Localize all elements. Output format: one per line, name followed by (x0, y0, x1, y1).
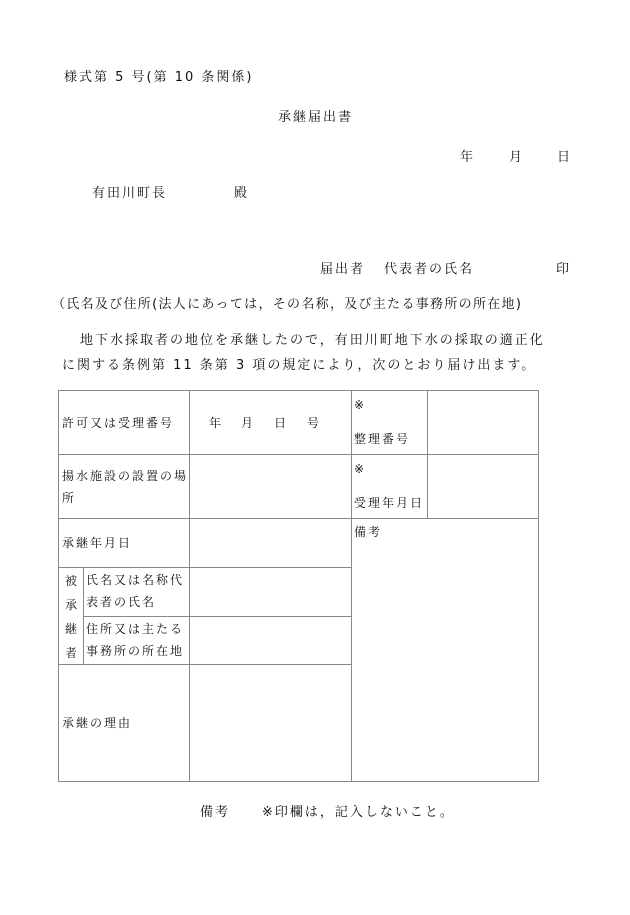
permit-day-label: 日 (274, 416, 289, 430)
date-day-label: 日 (557, 150, 573, 165)
predecessor-address-label-line-1: 住所又は主たる (86, 622, 185, 636)
remarks-label: 備考 (354, 525, 383, 539)
applicant-label: 届出者 (320, 262, 366, 277)
seiri-value-cell[interactable] (427, 390, 539, 455)
permit-year-label: 年 (209, 416, 224, 430)
form-number: 様式第 5 号(第 10 条関係) (64, 70, 254, 85)
body-line-2: に関する条例第 11 条第 3 項の規定により，次のとおり届け出ます。 (62, 358, 537, 373)
succession-form-table (58, 390, 539, 782)
predecessor-address-label-line-2: 事務所の所在地 (86, 644, 185, 658)
predecessor-address-value-cell[interactable] (189, 616, 352, 665)
predecessor-address-label-cell (83, 616, 190, 665)
succession-date-label-cell (58, 518, 190, 568)
footer-text: ※印欄は，記入しないこと。 (262, 805, 455, 820)
predecessor-char-3: 継 (64, 622, 77, 636)
predecessor-label-cell (58, 567, 84, 665)
document-title: 承継届出書 (278, 110, 354, 125)
seal-mark: 印 (556, 262, 572, 277)
succession-date-value-cell[interactable] (189, 518, 352, 568)
seiri-label: 整理番号 (354, 432, 411, 446)
predecessor-name-label-line-1: 氏名又は名称代 (86, 573, 185, 587)
predecessor-name-value-cell[interactable] (189, 567, 352, 617)
permit-month-label: 月 (241, 416, 256, 430)
seiri-office-mark: ※ (354, 398, 367, 412)
juri-value-cell[interactable] (427, 454, 539, 519)
predecessor-char-2: 承 (64, 598, 77, 612)
juri-office-mark: ※ (354, 462, 367, 476)
addressee-name: 有田川町長 (92, 186, 168, 201)
body-paragraph (62, 328, 572, 378)
applicant-note: （氏名及び住所(法人にあっては，その名称，及び主たる事務所の所在地) (52, 297, 523, 312)
location-label-cell (58, 454, 190, 519)
predecessor-name-label-line-2: 表者の氏名 (86, 595, 157, 609)
permit-number-label: 号 (307, 416, 322, 430)
reason-label: 承継の理由 (62, 716, 133, 730)
date-month-label: 月 (509, 150, 525, 165)
reason-value-cell[interactable] (189, 664, 352, 782)
location-value-cell[interactable] (189, 454, 352, 519)
date-year-label: 年 (460, 150, 476, 165)
permit-label: 許可又は受理番号 (62, 416, 175, 430)
body-line-1: 地下水採取者の地位を承継したので，有田川町地下水の採取の適正化 (80, 333, 545, 348)
juri-label: 受理年月日 (354, 496, 425, 510)
footer-label: 備考 (200, 805, 231, 820)
juri-label-cell (351, 454, 428, 519)
predecessor-name-label-cell (83, 567, 190, 617)
remarks-cell[interactable] (351, 518, 539, 782)
permit-value-cell[interactable] (189, 390, 352, 455)
permit-label-cell (58, 390, 190, 455)
succession-date-label: 承継年月日 (62, 536, 133, 550)
representative-label: 代表者の氏名 (384, 262, 475, 277)
location-label-line-2: 所 (62, 491, 77, 505)
predecessor-char-4: 者 (64, 646, 77, 660)
addressee-honorific: 殿 (234, 186, 250, 201)
location-label-line-1: 揚水施設の設置の場 (62, 469, 189, 483)
predecessor-char-1: 被 (64, 574, 77, 588)
reason-label-cell (58, 664, 190, 782)
seiri-label-cell (351, 390, 428, 455)
